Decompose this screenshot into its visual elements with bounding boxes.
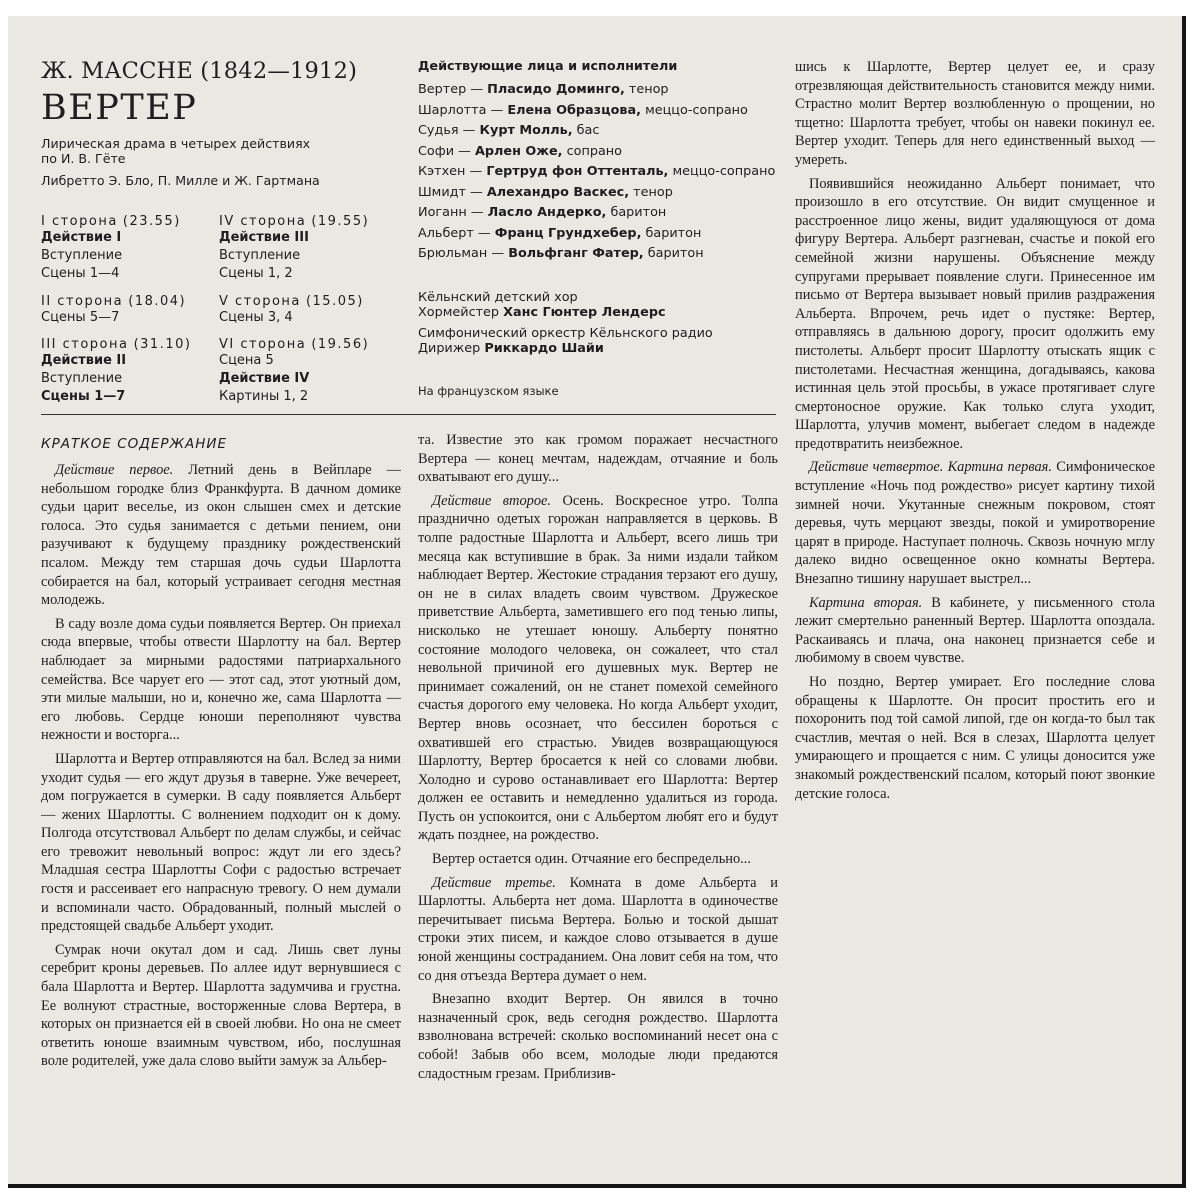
scene-line: Сцены 5—7 [41, 310, 120, 325]
choirmaster-credit [418, 305, 666, 320]
scene-line: Вступление [219, 248, 301, 263]
synopsis-paragraph [418, 492, 778, 845]
choirmaster-name: Ханс Гюнтер Лендерс [503, 305, 666, 320]
synopsis-column-1 [41, 461, 401, 1076]
side-block [41, 210, 181, 283]
synopsis-column-2 [418, 431, 778, 1088]
opera-title: ВЕРТЕР [41, 88, 198, 128]
synopsis-paragraph [795, 673, 1155, 803]
paragraph-text: Появившийся неожиданно Альберт понимает, что произошло в его отсутствие. Он видит смущенное и расстроенное лицо жены, видит удаляющуюся от дома фигуру Вертера. Альберт разгневан, счастье и покой его семейной жизни нарушены. Объяснение между супругами прерывает появление слуги. Принесенное им письмо от Вертера вызывает новый прилив раздражения Альберта. Впрочем, речь идет о пустяке: Вертер, отправляясь в дальнюю дорогу, просит одолжить ему пистолеты. Альберт просит Шарлотту отыскать ящик с пистолетами. Несчастная женщина, догадываясь, какова истинная цель этой просьбы, в ужасе протягивает слуге смертоносное оружие. Как только слуга уходит, Шарлотта, улучив момент, выбегает следом в надежде предотвратить неизбежное. [795, 175, 1155, 452]
role-name: Брюльман — [418, 246, 509, 261]
paragraph-text: Осень. Воскресное утро. Толпа празднично одетых горожан направляется в церковь. В толпе радостные Шарлотта и Альберт, всего лишь три месяца как вступившие в брак. За ними издали тайком наблюдает Вертер. Жестокие страдания терзают его душу, он не в силах владеть своим чувством. Дружеское приветствие Альберта, заметившего его под тенью липы, нисколько не утешает юношу. Альберту понятно состояние молодого человека, он сожалеет, что стал невольной причиной его душевных мук. Вертер не принимает сожалений, он не станет помехой семейного счастья дорогого ему человека. Но когда Альберт уходит, Вертер вновь осознает, что бессилен бороться с охватившей его страстью. Увидев возвращающуюся Шарлотту, Вертер бросается к ней со словами любви. Холодно и сурово останавливает его Шарлотта: Вертер должен ее оставить и немедленно удалиться из города. Пусть он успокоится, они с Альбертом любят его и будут ждать позднее, на рождество. [418, 492, 778, 844]
act-label: Действие II [41, 353, 127, 368]
composer-name: Ж. МАССНЕ (1842—1912) [41, 58, 358, 84]
performer-name: Вольфганг Фатер, [508, 246, 644, 261]
act-heading: Действие первое. [55, 462, 174, 478]
paragraph-text: та. Известие это как громом поражает несчастного Вертера — конец мечтам, надеждам, отчаяние и боль охватывают его душу... [418, 432, 778, 486]
act-label: Действие I [41, 230, 122, 245]
act-label: Действие III [219, 230, 309, 245]
cast-row [418, 205, 666, 220]
side-block [41, 333, 191, 406]
cast-row [418, 82, 669, 97]
paragraph-text: Внезапно входит Вертер. Он явился в точно назначенный срок, ведь сегодня рождество. Шарлотта взволнована встречей: сколько воспоминаний несет она с собой! Забыв обо всем, молодые люди предаются сладостным грезам. Приблизив- [418, 991, 778, 1082]
side-block [41, 290, 186, 327]
conductor-label: Дирижер [418, 341, 485, 356]
side-duration: (19.56) [311, 337, 370, 352]
act-heading: Действие второе. [432, 492, 552, 509]
voice-type: тенор [629, 185, 673, 200]
side-block [219, 333, 369, 406]
side-label: I сторона [41, 214, 118, 229]
cast-row [418, 185, 673, 200]
performer-name: Елена Образцова, [507, 103, 641, 118]
choir-credit: Кёльнский детский хор [418, 290, 578, 305]
paragraph-text: Симфоническое вступление «Ночь под рождество» рисует картину тихой зимней ночи. Укутанные снежным покровом, стоят деревья, чуть мерцают звезды, покой и умиротворение царят в природе. Наступает полночь. Сквозь ночную мглу далеко видно освещенное окно комнаты Вертера. Внезапно тишину нарушает выстрел... [795, 459, 1155, 588]
side-label: IV сторона [219, 214, 307, 229]
conductor-credit [418, 341, 604, 356]
cast-row [418, 144, 622, 159]
paragraph-text: Комната в доме Альберта и Шарлотты. Альберта нет дома. Шарлотта в одиночестве перечитывает письма Вертера. Болью и тоской дышат строки этих писем, и каждое слово отзывается в душе юной женщины состраданием. Она ловит себя на том, что со дня отъезда Вертера думает о нем. [418, 874, 778, 984]
choirmaster-label: Хормейстер [418, 305, 504, 320]
side-duration: (23.55) [122, 214, 181, 229]
scene-line: Вступление [41, 371, 123, 386]
paragraph-text: Сумрак ночи окутал дом и сад. Лишь свет луны серебрит кроны деревьев. По аллее идут вернувшиеся с бала Шарлотта и Вертер. Шарлотта задумчива и грустна. Ее волнуют страстные, восторженные слова Вертера, в которых он признается ей в своей любви. Но она не смеет ответить юноше взаимным чувством, ибо, послушная воле родителей, уже дала слово выйти замуж за Альбер- [41, 941, 401, 1070]
synopsis-paragraph [41, 941, 401, 1071]
side-label: VI сторона [219, 337, 307, 352]
side-duration: (31.10) [133, 337, 192, 352]
record-sleeve-page [8, 16, 1186, 1188]
scene-line: Вступление [41, 248, 123, 263]
scene-line: Сцены 1—7 [41, 389, 126, 404]
paragraph-text: шись к Шарлотте, Вертер целует ее, и сразу отрезвляющая действительность становится между ними. Страстно молит Вертер возлюбленную о прощении, но тщетно: Шарлотта требует, чтобы он навеки покинул ее. Вертер уходит. Теперь для него единственный выход — умереть. [795, 59, 1155, 168]
paragraph-text: Вертер остается один. Отчаяние его беспредельно... [432, 851, 751, 868]
synopsis-paragraph [418, 874, 778, 986]
scene-line: Сцены 1, 2 [219, 266, 293, 281]
synopsis-paragraph [41, 615, 401, 745]
cast-row [418, 164, 775, 179]
cast-row [418, 123, 599, 138]
synopsis-paragraph [418, 850, 778, 869]
role-name: Альберт — [418, 226, 495, 241]
paragraph-text: В саду возле дома судьи появляется Вертер. Он приехал сюда впервые, чтобы отвести Шарлотту на бал. Вертер наблюдает за мирными радостями патриархального семейства. Все чарует его — этот сад, этот уютный дом, эти милые малыши, но и, конечно же, сама Шарлотта — его любовь. Сердце юноши переполняют чувства нежности и восторга... [41, 615, 401, 744]
voice-type: баритон [606, 205, 667, 220]
scene-line: Сцена 5 [219, 353, 274, 368]
voice-type: сопрано [562, 144, 623, 159]
synopsis-paragraph [418, 990, 778, 1083]
role-name: Иоганн — [418, 205, 488, 220]
paragraph-text: Шарлотта и Вертер отправляются на бал. Вслед за ними уходит судья — его ждут друзья в таверне. Уже вечереет, дом погружается в сумерки. В саду появляется Альберт — жених Шарлотты. С волнением подходит он к дому. Полгода отсутствовал Альберт по делам службы, и сейчас его тревожит невольный вопрос: ждут ли его здесь? Младшая сестра Шарлотты Софи с радостью встречает гостя и рассеивает его напрасную тревогу. О нем думали и вспоминали часто. Обрадованный, полный мыслей о предстоящей свадьбе Альберт уходит. [41, 750, 401, 935]
synopsis-paragraph [41, 750, 401, 936]
genre-subtitle: Лирическая драма в четырех действиях [41, 136, 311, 151]
side-block [219, 210, 369, 283]
side-label: II сторона [41, 294, 124, 309]
scene-line: Сцены 3, 4 [219, 310, 293, 325]
side-duration: (18.04) [128, 294, 187, 309]
side-duration: (15.05) [305, 294, 364, 309]
role-name: Софи — [418, 144, 475, 159]
voice-type: бас [572, 123, 600, 138]
voice-type: тенор [624, 82, 669, 97]
paragraph-text: В кабинете, у письменного стола лежит смертельно раненный Вертер. Шарлотта опоздала. Раскаиваясь и плача, она наконец признается себе и любимому в своем чувстве. [795, 594, 1155, 667]
role-name: Судья — [418, 123, 480, 138]
performer-name: Алехандро Васкес, [486, 185, 630, 200]
performer-name: Курт Молль, [479, 123, 573, 138]
cast-row [418, 226, 701, 241]
synopsis-heading: КРАТКОЕ СОДЕРЖАНИЕ [41, 436, 228, 452]
synopsis-paragraph [41, 461, 401, 610]
cast-heading: Действующие лица и исполнители [418, 59, 678, 74]
language-note: На французском языке [418, 384, 559, 398]
paragraph-text: Но поздно, Вертер умирает. Его последние слова обращены к Шарлотте. Он просит простить его и похоронить под той самой липой, где он когда-то был так счастлив, мечтая о ней. Вся в слезах, Шарлотта целует умирающего и прощается с ним. С улицы доносится уже знакомый рождественский псалом, который поют звонкие детские голоса. [795, 674, 1155, 802]
libretto-credit: Либретто Э. Бло, П. Милле и Ж. Гартмана [41, 173, 320, 188]
voice-type: меццо-сопрано [668, 164, 776, 179]
paragraph-text: Летний день в Вейпларе — небольшом городке близ Франкфурта. В дачном домике судьи царит веселье, из окон слышен смех и детские голоса. Это судья занимается с детьми пением, они разучивают к будущему празднику рождественский псалом. Между тем старшая дочь судьи Шарлотта собирается на бал, который устраивает сегодня местная молодежь. [41, 462, 401, 609]
side-label: V сторона [219, 294, 301, 309]
role-name: Вертер — [418, 82, 488, 97]
voice-type: баритон [643, 246, 704, 261]
performer-name: Пласидо Доминго, [487, 82, 625, 97]
section-divider [41, 414, 776, 415]
role-name: Кэтхен — [418, 164, 487, 179]
act-heading: Картина вторая. [809, 594, 923, 611]
act-heading: Действие третье. [432, 874, 556, 891]
performer-name: Франц Грундхебер, [494, 226, 642, 241]
source-credit: по И. В. Гёте [41, 151, 126, 166]
synopsis-paragraph [795, 58, 1155, 170]
synopsis-paragraph [795, 594, 1155, 668]
cast-row [418, 103, 748, 118]
voice-type: баритон [641, 226, 702, 241]
side-duration: (19.55) [311, 214, 370, 229]
act-heading: Действие четвертое. Картина первая. [809, 459, 1052, 476]
synopsis-paragraph [418, 431, 778, 487]
performer-name: Гертруд фон Оттенталь, [486, 164, 669, 179]
performer-name: Ласло Андерко, [487, 205, 607, 220]
synopsis-paragraph [795, 175, 1155, 454]
scene-line: Картины 1, 2 [219, 389, 309, 404]
role-name: Шарлотта — [418, 103, 508, 118]
act-label: Действие IV [219, 371, 310, 386]
role-name: Шмидт — [418, 185, 487, 200]
orchestra-credit: Симфонический оркестр Кёльнского радио [418, 326, 713, 341]
synopsis-column-3 [795, 58, 1155, 808]
synopsis-paragraph [795, 458, 1155, 588]
voice-type: меццо-сопрано [641, 103, 748, 118]
side-label: III сторона [41, 337, 129, 352]
cast-row [418, 246, 704, 261]
scene-line: Сцены 1—4 [41, 266, 120, 281]
side-block [219, 290, 364, 327]
conductor-name: Риккардо Шайи [484, 341, 604, 356]
performer-name: Арлен Оже, [474, 144, 563, 159]
